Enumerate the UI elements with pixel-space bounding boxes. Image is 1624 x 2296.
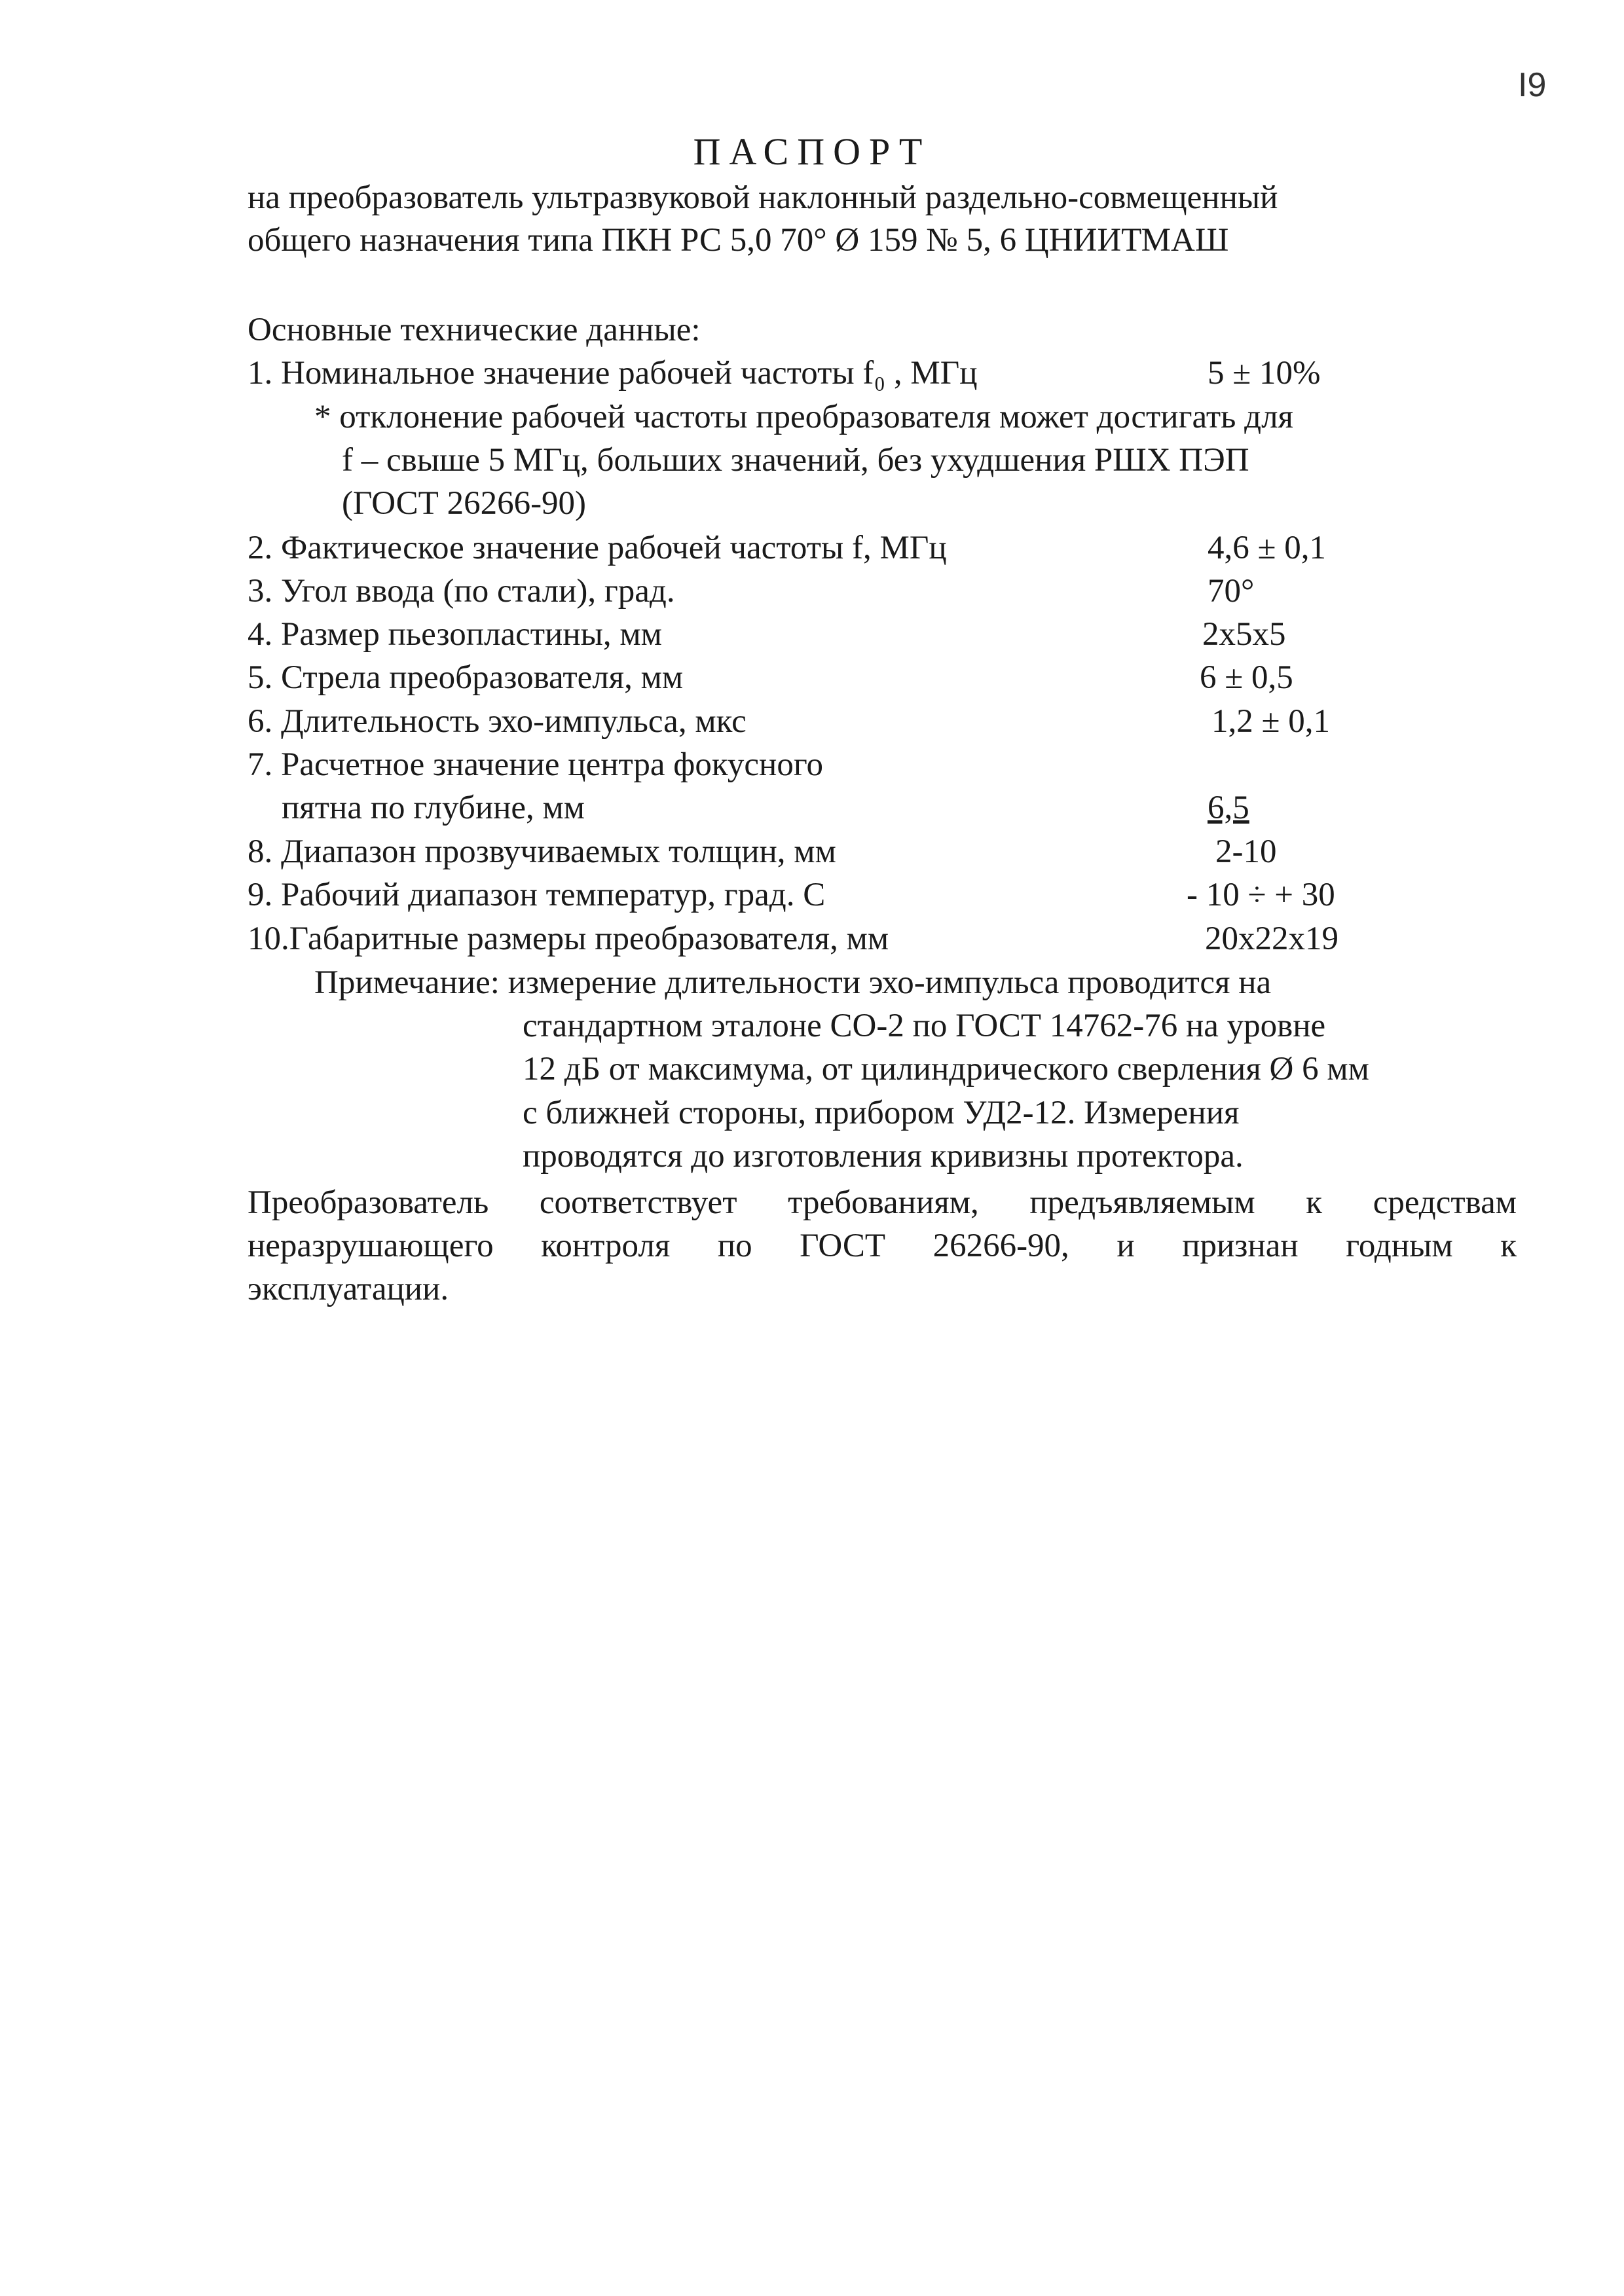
footnote-line-2: f – свыше 5 МГц, больших значений, без ухудшения РШХ ПЭП [342,442,1249,479]
spec-label-5: 5. Стрела преобразователя, мм [248,659,684,696]
spec-label-6: 6. Длительность эхо-импульса, мкс [248,703,747,740]
conclusion-line-3: эксплуатации. [248,1271,449,1307]
note-line-4: с ближней стороны, прибором УД2-12. Измерения [523,1095,1240,1131]
spec-value-8: 2-10 [1215,833,1277,870]
subtitle-line-2: общего назначения типа ПКН РС 5,0 70° Ø 159 № 5, 6 ЦНИИТМАШ [248,222,1229,259]
spec-label-7: 7. Расчетное значение центра фокусного [248,746,823,783]
note-line-3: 12 дБ от максимума, от цилиндрического сверления Ø 6 мм [523,1051,1369,1087]
spec-label-10: 10.Габаритные размеры преобразователя, мм [248,920,889,957]
spec-value-6: 1,2 ± 0,1 [1211,703,1330,740]
spec-label-1: 1. Номинальное значение рабочей частоты f₀ , МГц [248,355,978,392]
footnote-line-3: (ГОСТ 26266-90) [342,485,587,522]
spec-label-9: 9. Рабочий диапазон температур, град. С [248,877,826,913]
spec-value-10: 20х22х19 [1205,920,1338,957]
conclusion-line-2: неразрушающего контроля по ГОСТ 26266-90, и признан годным к [248,1228,1517,1264]
spec-value-1: 5 ± 10% [1208,355,1321,392]
spec-label-7-cont: пятна по глубине, мм [282,790,585,826]
note-line-1: Примечание: измерение длительности эхо-импульса проводится на [314,964,1272,1001]
note-line-5: проводятся до изготовления кривизны протектора. [523,1138,1244,1175]
spec-value-3: 70° [1208,573,1255,610]
subtitle-line-1: на преобразователь ультразвуковой наклонный раздельно-совмещенный [248,179,1278,216]
note-line-2: стандартном эталоне СО-2 по ГОСТ 14762-76 на уровне [523,1008,1326,1044]
conclusion-line-1: Преобразователь соответствует требованиям, предъявляемым к средствам [248,1184,1517,1221]
spec-label-8: 8. Диапазон прозвучиваемых толщин, мм [248,833,836,870]
spec-value-4: 2х5х5 [1202,616,1286,653]
spec-label-2: 2. Фактическое значение рабочей частоты f, МГц [248,530,947,566]
spec-value-5: 6 ± 0,5 [1200,659,1293,696]
spec-value-9: - 10 ÷ + 30 [1187,877,1335,913]
spec-value-7: 6,5 [1208,790,1249,826]
spec-label-3: 3. Угол ввода (по стали), град. [248,573,675,610]
spec-label-4: 4. Размер пьезопластины, мм [248,616,662,653]
document-title: ПАСПОРТ [693,130,931,173]
section-heading: Основные технические данные: [248,312,701,348]
page-number: I9 [1518,66,1547,104]
footnote-line-1: * отклонение рабочей частоты преобразователя может достигать для [314,399,1293,435]
spec-value-2: 4,6 ± 0,1 [1208,530,1326,566]
